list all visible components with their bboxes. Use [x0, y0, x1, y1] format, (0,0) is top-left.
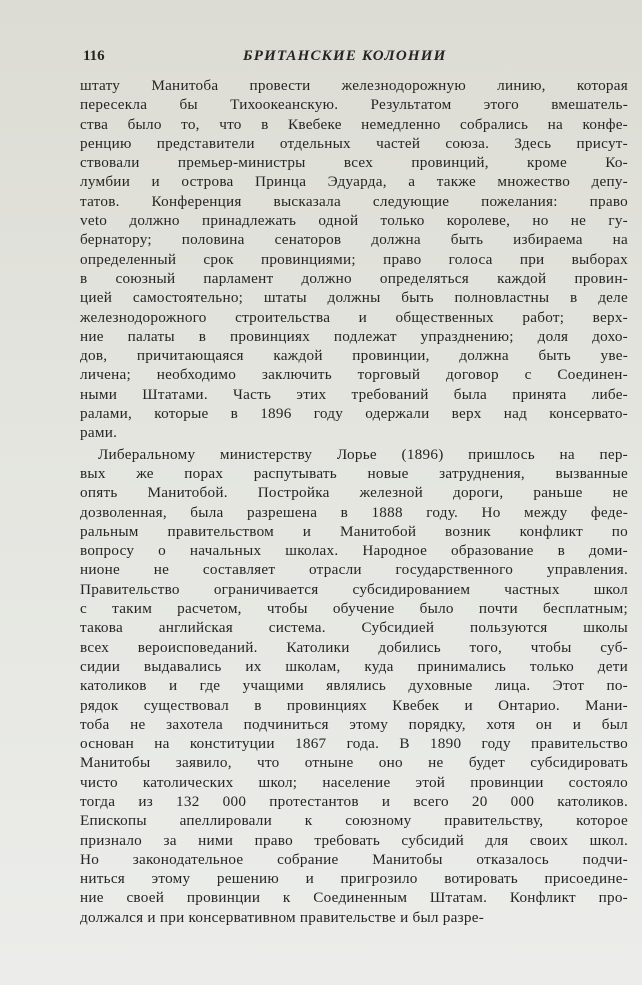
text-line: опять Манитобой. Постройка железной дороги, раньше не: [80, 484, 628, 502]
book-page: [80, 48, 628, 927]
text-line: сидии выдавались их школам, куда принимались только дети: [80, 657, 628, 675]
text-line: с таким расчетом, чтобы обучение было почти бесплатным;: [80, 600, 628, 618]
text-line: чисто католических школ; население этой провинции состояло: [80, 773, 628, 791]
text-line: лумбии и острова Принца Эдуарда, а также множество депу-: [80, 173, 628, 191]
body-text: [80, 76, 628, 927]
text-line: основан на конституции 1867 года. В 1890 году правительство: [80, 735, 628, 753]
text-line: тоба не захотела подчиниться этому порядку, хотя он и был: [80, 715, 628, 733]
text-line: личена; необходимо заключить торговый договор с Соединен-: [80, 366, 628, 384]
text-line: цией самостоятельно; штаты должны быть полновластны в деле: [80, 289, 628, 307]
running-title: БРИТАНСКИЕ КОЛОНИИ: [243, 48, 447, 64]
text-line: признало за ними право требовать субсидий для своих школ.: [80, 831, 628, 849]
text-line: ние палаты в провинциях подлежат упразднению; доля дохо-: [80, 327, 628, 345]
text-line: ральным правительством и Манитобой возник конфликт по: [80, 522, 628, 540]
text-line: дов, причитающаяся каждой провинции, должна быть уве-: [80, 347, 628, 365]
page-header: [80, 48, 628, 70]
text-line: в союзный парламент должно определяться каждой провин-: [80, 269, 628, 287]
text-line: Но законодательное собрание Манитобы отказалось подчи-: [80, 850, 628, 868]
text-line: ралами, которые в 1896 году одержали верх над консервато-: [80, 405, 628, 423]
text-line: бернатору; половина сенаторов должна быть избираема на: [80, 231, 628, 249]
text-line: железнодорожного строительства и общественных работ; верх-: [80, 308, 628, 326]
text-line: штату Манитоба провести железнодорожную линию, которая: [80, 77, 628, 94]
text-line: татов. Конференция высказала следующие пожелания: право: [80, 192, 628, 210]
text-line: всех вероисповеданий. Католики добились того, чтобы суб-: [80, 638, 628, 656]
page-number: 116: [83, 48, 105, 64]
text-line: вых же порах распутывать новые затруднения, вызванные: [80, 464, 628, 482]
text-line: должался и при консервативном правительстве и был разре-: [80, 908, 485, 926]
text-line: католиков и где учащими являлись духовные лица. Этот по-: [80, 677, 628, 695]
text-line: ниться этому решению и пригрозило вотировать присоедине-: [80, 870, 628, 888]
paragraph: [80, 76, 628, 443]
text-line: Епископы апеллировали к союзному правительству, которое: [80, 812, 628, 830]
text-line: рами.: [80, 424, 118, 442]
text-line: veto должно принадлежать одной только королеве, но не гу-: [80, 212, 628, 230]
text-line: нионе не составляет отрасли государственного управления.: [80, 561, 628, 579]
text-line: такова английская система. Субсидией пользуются школы: [80, 619, 628, 637]
text-line: рядок существовал в провинциях Квебек и Онтарио. Мани-: [80, 696, 628, 714]
text-line: тогда из 132 000 протестантов и всего 20 000 католиков.: [80, 792, 628, 810]
text-line: пересекла бы Тихоокеанскую. Результатом этого вмешатель-: [80, 96, 628, 114]
paragraph: [80, 445, 628, 927]
text-line: ными Штатами. Часть этих требований была принята либе-: [80, 385, 628, 403]
text-line: ние своей провинции к Соединенным Штатам. Конфликт про-: [80, 889, 628, 907]
text-line: Манитобы заявило, что отныне оно не будет субсидировать: [80, 754, 628, 772]
text-line: ренцию представители отдельных частей союза. Здесь присут-: [80, 134, 628, 152]
text-line: ствовали премьер-министры всех провинций, кроме Ко-: [80, 154, 628, 172]
text-line: Либеральному министерству Лорье (1896) пришлось на пер-: [98, 445, 628, 463]
text-line: дозволенная, была разрешена в 1888 году. Но между феде-: [80, 503, 628, 521]
text-line: Правительство ограничивается субсидированием частных школ: [80, 580, 628, 598]
text-line: ства было то, что в Квебеке немедленно собрались на конфе-: [80, 115, 628, 133]
text-line: вопросу о начальных школах. Народное образование в доми-: [80, 542, 628, 560]
text-line: определенный срок провинциями; право голоса при выборах: [80, 250, 628, 268]
